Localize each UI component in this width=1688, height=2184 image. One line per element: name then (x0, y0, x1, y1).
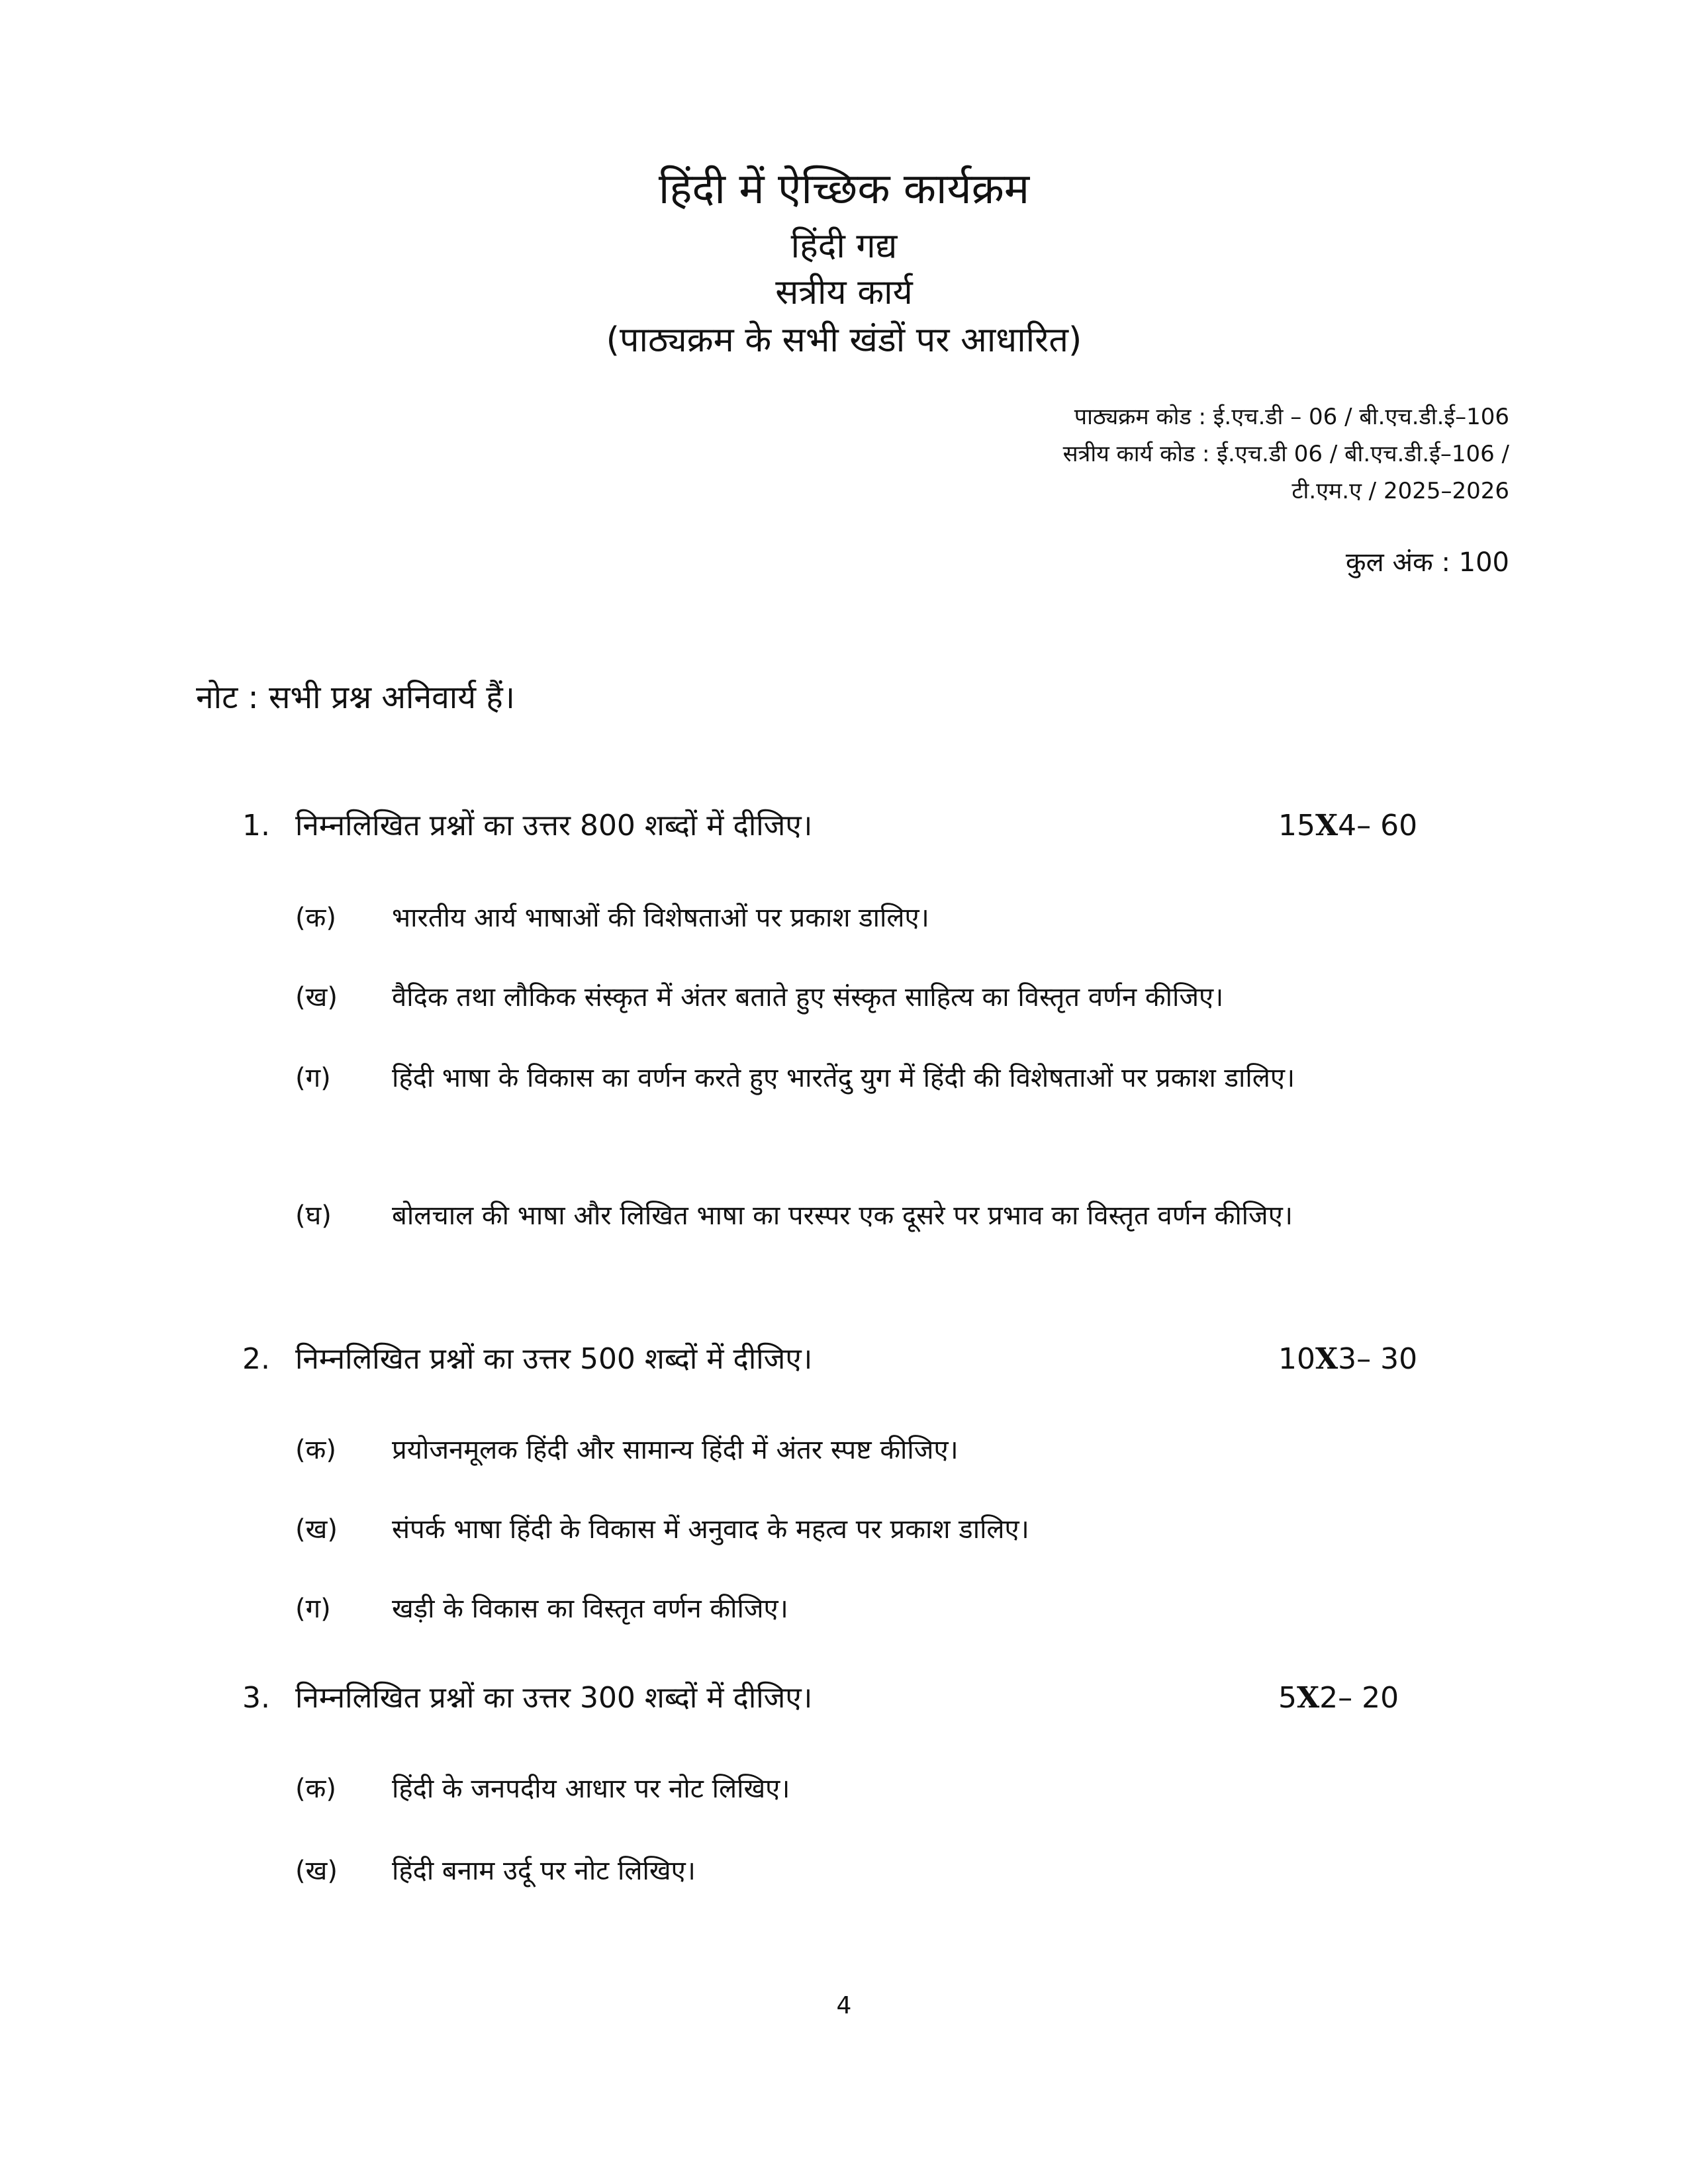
item-text: भारतीय आर्य भाषाओं की विशेषताओं पर प्रकाश डालिए। (392, 903, 929, 933)
question-1-heading (242, 802, 1427, 850)
question-2-heading (242, 1336, 1427, 1383)
question-number: 3. (242, 1681, 270, 1715)
item-text: हिंदी बनाम उर्दू पर नोट लिखिए। (392, 1856, 696, 1886)
question-score: 10X3– 30 (1278, 1342, 1418, 1376)
document-subtitle: हिंदी गद्य (790, 226, 898, 266)
document-title: हिंदी में ऐच्छिक कार्यक्रम (658, 165, 1030, 214)
item-label: (क) (295, 903, 336, 933)
total-marks: कुल अंक : 100 (1345, 547, 1509, 578)
course-codes-block (1063, 398, 1509, 510)
item-label: (क) (295, 1435, 336, 1465)
item-text: वैदिक तथा लौकिक संस्कृत में अंतर बताते हुए संस्कृत साहित्य का विस्तृत वर्णन कीजिए। (392, 982, 1224, 1013)
item-label: (ख) (295, 982, 338, 1013)
page-number: 4 (836, 1992, 852, 2019)
question-text: निम्नलिखित प्रश्नों का उत्तर 300 शब्दों में दीजिए। (295, 1681, 813, 1715)
item-text: बोलचाल की भाषा और लिखित भाषा का परस्पर एक दूसरे पर प्रभाव का विस्तृत वर्णन कीजिए। (392, 1201, 1293, 1231)
assignment-basis: (पाठ्यक्रम के सभी खंडों पर आधारित) (606, 320, 1082, 360)
assignment-heading: सत्रीय कार्य (775, 273, 913, 312)
assignment-code-line-1: सत्रीय कार्य कोड : ई.एच.डी 06 / बी.एच.डी.ई–106 / (1062, 441, 1509, 467)
course-code: पाठ्यक्रम कोड : ई.एच.डी – 06 / बी.एच.डी.ई–106 (1074, 404, 1509, 430)
question-text: निम्नलिखित प्रश्नों का उत्तर 800 शब्दों में दीजिए। (295, 809, 813, 842)
item-label: (घ) (295, 1201, 332, 1231)
item-label: (ख) (295, 1856, 338, 1886)
question-number: 2. (242, 1342, 270, 1376)
item-text: संपर्क भाषा हिंदी के विकास में अनुवाद के महत्व पर प्रकाश डालिए। (392, 1514, 1029, 1545)
question-text: निम्नलिखित प्रश्नों का उत्तर 500 शब्दों में दीजिए। (295, 1342, 813, 1376)
assignment-code-line-2: टी.एम.ए / 2025–2026 (1291, 478, 1509, 504)
item-label: (ग) (295, 1594, 331, 1624)
item-label: (ग) (295, 1063, 331, 1093)
question-3-heading (242, 1674, 1427, 1722)
item-text: हिंदी भाषा के विकास का वर्णन करते हुए भारतेंदु युग में हिंदी की विशेषताओं पर प्रकाश डालिए। (392, 1063, 1295, 1093)
question-score: 5X2– 20 (1278, 1681, 1399, 1715)
item-label: (क) (295, 1774, 336, 1804)
item-label: (ख) (295, 1514, 338, 1545)
item-text: खड़ी के विकास का विस्तृत वर्णन कीजिए। (392, 1594, 788, 1624)
item-text: हिंदी के जनपदीय आधार पर नोट लिखिए। (392, 1774, 790, 1804)
instruction-note: नोट : सभी प्रश्न अनिवार्य हैं। (196, 679, 515, 716)
question-score: 15X4– 60 (1278, 809, 1418, 842)
item-text: प्रयोजनमूलक हिंदी और सामान्य हिंदी में अंतर स्पष्ट कीजिए। (392, 1435, 959, 1465)
question-number: 1. (242, 809, 270, 842)
